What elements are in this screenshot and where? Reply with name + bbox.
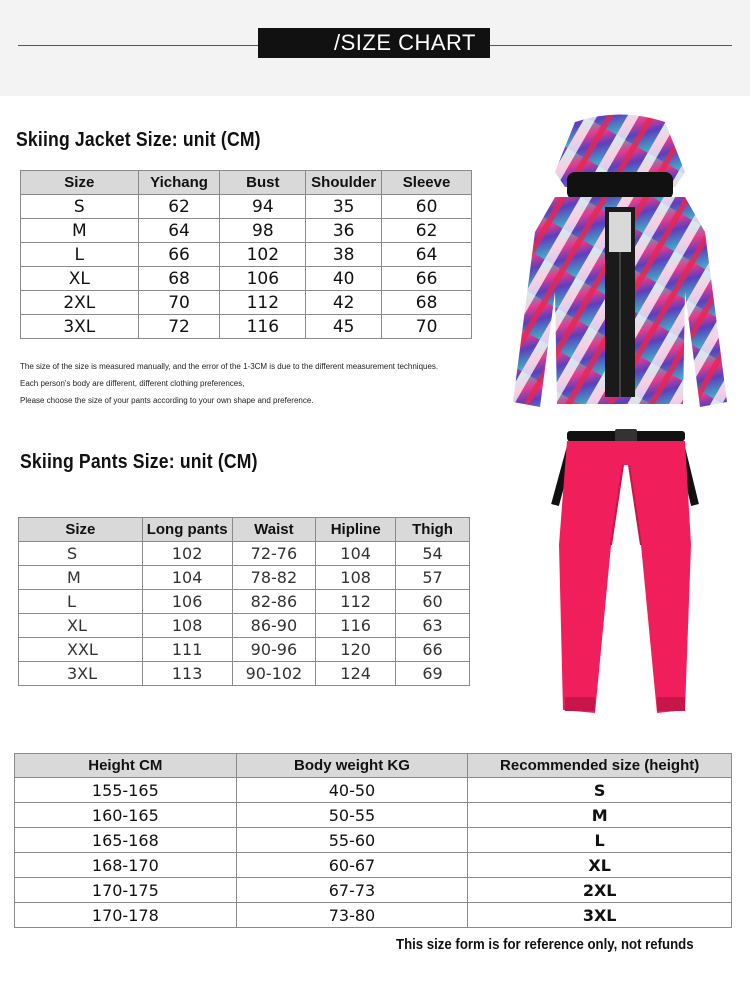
table-cell: 40 — [306, 267, 382, 291]
table-row — [19, 542, 470, 566]
table-cell: 3XL — [19, 662, 143, 686]
pants-size-table — [18, 517, 470, 686]
table-cell: 72 — [138, 315, 220, 339]
column-header: Sleeve — [382, 171, 472, 195]
table-cell: 170-175 — [15, 878, 237, 903]
table-cell: 64 — [382, 243, 472, 267]
table-cell: 90-102 — [232, 662, 316, 686]
table-cell: L — [468, 828, 732, 853]
ski-pants-image — [545, 425, 705, 717]
table-cell: S — [19, 542, 143, 566]
table-cell: 60 — [396, 590, 470, 614]
table-row — [19, 614, 470, 638]
measurement-notes — [20, 358, 438, 409]
table-cell: 60-67 — [236, 853, 468, 878]
table-cell: 112 — [220, 291, 306, 315]
table-row — [21, 243, 472, 267]
table-cell: 45 — [306, 315, 382, 339]
table-cell: 57 — [396, 566, 470, 590]
table-cell: 98 — [220, 219, 306, 243]
jacket-section-title: Skiing Jacket Size: unit (CM) — [16, 129, 261, 151]
table-cell: 160-165 — [15, 803, 237, 828]
table-cell: 55-60 — [236, 828, 468, 853]
table-cell: S — [468, 778, 732, 803]
ski-jacket-image — [505, 112, 735, 412]
table-header-row — [15, 754, 732, 778]
table-cell: XXL — [19, 638, 143, 662]
table-cell: 106 — [220, 267, 306, 291]
column-header: Recommended size (height) — [468, 754, 732, 778]
table-row — [21, 195, 472, 219]
table-cell: 69 — [396, 662, 470, 686]
table-row — [15, 828, 732, 853]
table-cell: 104 — [316, 542, 396, 566]
table-cell: 54 — [396, 542, 470, 566]
table-cell: 102 — [142, 542, 232, 566]
table-cell: 102 — [220, 243, 306, 267]
table-row — [19, 638, 470, 662]
table-cell: 112 — [316, 590, 396, 614]
table-cell: 165-168 — [15, 828, 237, 853]
header-divider-left — [18, 45, 258, 46]
table-cell: 68 — [382, 291, 472, 315]
table-cell: 66 — [138, 243, 220, 267]
table-cell: 72-76 — [232, 542, 316, 566]
table-row — [21, 267, 472, 291]
table-row — [15, 778, 732, 803]
table-cell: 62 — [138, 195, 220, 219]
table-cell: 106 — [142, 590, 232, 614]
table-cell: 116 — [220, 315, 306, 339]
table-cell: M — [21, 219, 139, 243]
column-header: Bust — [220, 171, 306, 195]
table-cell: 40-50 — [236, 778, 468, 803]
table-cell: 3XL — [21, 315, 139, 339]
table-cell: 111 — [142, 638, 232, 662]
column-header: Body weight KG — [236, 754, 468, 778]
table-row — [21, 219, 472, 243]
table-cell: 42 — [306, 291, 382, 315]
table-cell: 170-178 — [15, 903, 237, 928]
table-cell: 60 — [382, 195, 472, 219]
header-divider-right — [490, 45, 732, 46]
column-header: Thigh — [396, 518, 470, 542]
table-cell: 35 — [306, 195, 382, 219]
table-row — [19, 662, 470, 686]
refund-disclaimer: This size form is for reference only, not refunds — [396, 936, 694, 953]
table-cell: 66 — [396, 638, 470, 662]
table-cell: 73-80 — [236, 903, 468, 928]
column-header: Height CM — [15, 754, 237, 778]
recommended-size-table — [14, 753, 732, 928]
note-line: Please choose the size of your pants according to your own shape and preference. — [20, 396, 314, 405]
table-cell: M — [468, 803, 732, 828]
table-row — [15, 903, 732, 928]
column-header: Waist — [232, 518, 316, 542]
table-cell: 82-86 — [232, 590, 316, 614]
table-cell: 36 — [306, 219, 382, 243]
table-cell: 94 — [220, 195, 306, 219]
table-cell: M — [19, 566, 143, 590]
table-row — [15, 878, 732, 903]
table-cell: 108 — [316, 566, 396, 590]
column-header: Shoulder — [306, 171, 382, 195]
column-header: Long pants — [142, 518, 232, 542]
table-cell: 50-55 — [236, 803, 468, 828]
column-header: Hipline — [316, 518, 396, 542]
table-cell: 62 — [382, 219, 472, 243]
column-header: Yichang — [138, 171, 220, 195]
table-cell: 64 — [138, 219, 220, 243]
table-cell: 155-165 — [15, 778, 237, 803]
table-row — [15, 853, 732, 878]
table-cell: L — [19, 590, 143, 614]
table-cell: 38 — [306, 243, 382, 267]
table-cell: L — [21, 243, 139, 267]
table-cell: XL — [21, 267, 139, 291]
table-row — [21, 291, 472, 315]
table-cell: 63 — [396, 614, 470, 638]
table-cell: 104 — [142, 566, 232, 590]
table-cell: 3XL — [468, 903, 732, 928]
table-cell: 168-170 — [15, 853, 237, 878]
table-header-row — [21, 171, 472, 195]
table-cell: 108 — [142, 614, 232, 638]
pants-section-title: Skiing Pants Size: unit (CM) — [20, 451, 258, 473]
note-line: Each person's body are different, different clothing preferences, — [20, 379, 245, 388]
table-cell: S — [21, 195, 139, 219]
table-cell: 67-73 — [236, 878, 468, 903]
column-header: Size — [21, 171, 139, 195]
column-header: Size — [19, 518, 143, 542]
note-line: The size of the size is measured manually, and the error of the 1-3CM is due to the different measurement techniques. — [20, 362, 439, 371]
table-cell: 124 — [316, 662, 396, 686]
table-header-row — [19, 518, 470, 542]
table-cell: 86-90 — [232, 614, 316, 638]
table-cell: 2XL — [21, 291, 139, 315]
table-cell: XL — [468, 853, 732, 878]
size-chart-title: /SIZE CHART — [258, 28, 490, 58]
jacket-size-table — [20, 170, 472, 339]
table-row — [19, 590, 470, 614]
table-row — [19, 566, 470, 590]
table-cell: 70 — [382, 315, 472, 339]
table-cell: 2XL — [468, 878, 732, 903]
table-row — [21, 315, 472, 339]
table-cell: 113 — [142, 662, 232, 686]
table-cell: 120 — [316, 638, 396, 662]
table-cell: 70 — [138, 291, 220, 315]
table-row — [15, 803, 732, 828]
table-cell: 78-82 — [232, 566, 316, 590]
table-cell: 68 — [138, 267, 220, 291]
table-cell: 90-96 — [232, 638, 316, 662]
table-cell: 66 — [382, 267, 472, 291]
table-cell: 116 — [316, 614, 396, 638]
table-cell: XL — [19, 614, 143, 638]
